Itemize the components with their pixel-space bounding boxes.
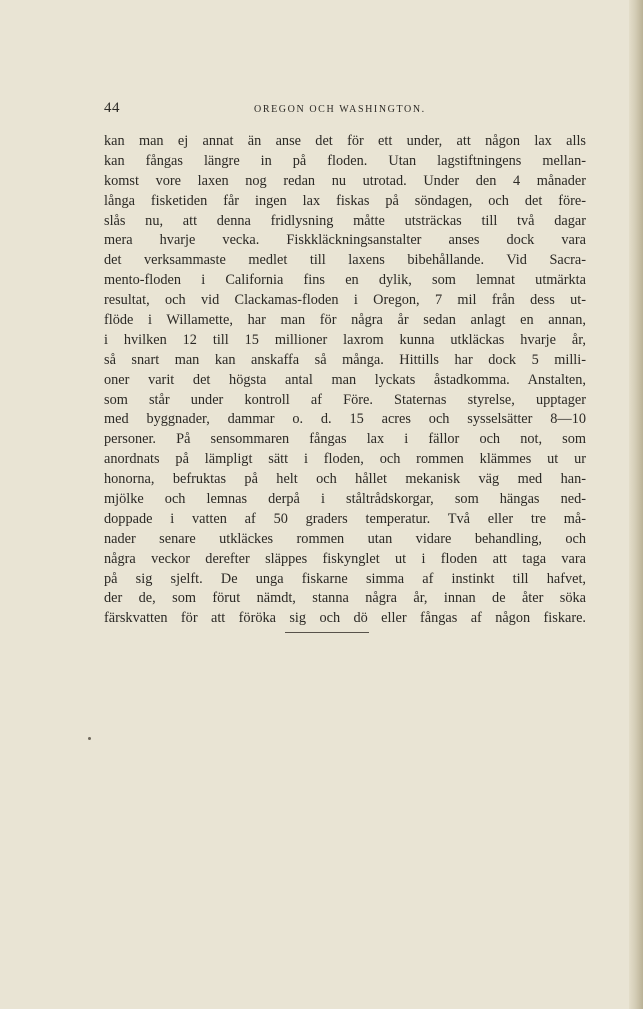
text-line: långa fisketiden får ingen lax fiskas på söndagen, och det före-	[104, 192, 586, 209]
text-line: oner varit det högsta antal man lyckats åstadkomma. Anstalten,	[104, 371, 586, 388]
text-line: kan fångas längre in på floden. Utan lagstiftningens mellan-	[104, 152, 586, 169]
body-paragraph	[104, 132, 586, 629]
text-line: på sig sjelft. De unga fiskarne simma af instinkt till hafvet,	[104, 570, 586, 587]
text-line: flöde i Willamette, har man för några år sedan anlagt en annan,	[104, 312, 586, 329]
text-line: doppade i vatten af 50 graders temperatur. Två eller tre må-	[104, 510, 586, 527]
text-line: honorna, befruktas på helt och hållet mekanisk väg med han-	[104, 471, 586, 488]
text-line: så snart man kan anskaffa så många. Hittills har dock 5 milli-	[104, 351, 586, 368]
text-line: der de, som förut nämdt, stanna några år, innan de åter söka	[104, 590, 586, 607]
text-line: slås nu, att denna fridlysning måtte utsträckas till två dagar	[104, 212, 586, 229]
page-number: 44	[104, 100, 120, 116]
text-line: några veckor derefter släppes fiskynglet ut i floden att taga vara	[104, 550, 586, 567]
text-line: det verksammaste medlet till laxens bibehållande. Vid Sacra-	[104, 252, 586, 269]
page-header	[104, 100, 586, 120]
text-line: komst vore laxen nog redan nu utrotad. Under den 4 månader	[104, 172, 586, 189]
text-line: mjölke och lemnas derpå i ståltrådskorgar, som hängas ned-	[104, 491, 586, 508]
text-line: mento-floden i California fins en dylik, som lemnat utmärkta	[104, 272, 586, 289]
text-line: i hvilken 12 till 15 millioner laxrom kunna utkläckas hvarje år,	[104, 331, 586, 348]
paper-speck	[88, 737, 91, 740]
text-line: kan man ej annat än anse det för ett under, att någon lax alls	[104, 133, 586, 149]
text-line: personer. På sensommaren fångas lax i fällor och not, som	[104, 431, 586, 448]
text-line: som står under kontroll af Före. Staternas styrelse, upptager	[104, 391, 586, 408]
text-line: mera hvarje vecka. Fiskkläckningsanstalter anses dock vara	[104, 232, 586, 249]
end-rule	[285, 632, 369, 633]
text-line: med byggnader, dammar o. d. 15 acres och sysselsätter 8—10	[104, 411, 586, 428]
running-head: OREGON OCH WASHINGTON.	[254, 104, 426, 115]
page-edge	[629, 0, 643, 1009]
text-line: färskvatten för att föröka sig och dö eller fångas af någon fiskare.	[104, 610, 586, 627]
text-line: anordnats på lämpligt sätt i floden, och rommen klämmes ut ur	[104, 451, 586, 468]
text-line: resultat, och vid Clackamas-floden i Oregon, 7 mil från dess ut-	[104, 292, 586, 309]
text-line: nader senare utkläckes rommen utan vidare behandling, och	[104, 530, 586, 547]
